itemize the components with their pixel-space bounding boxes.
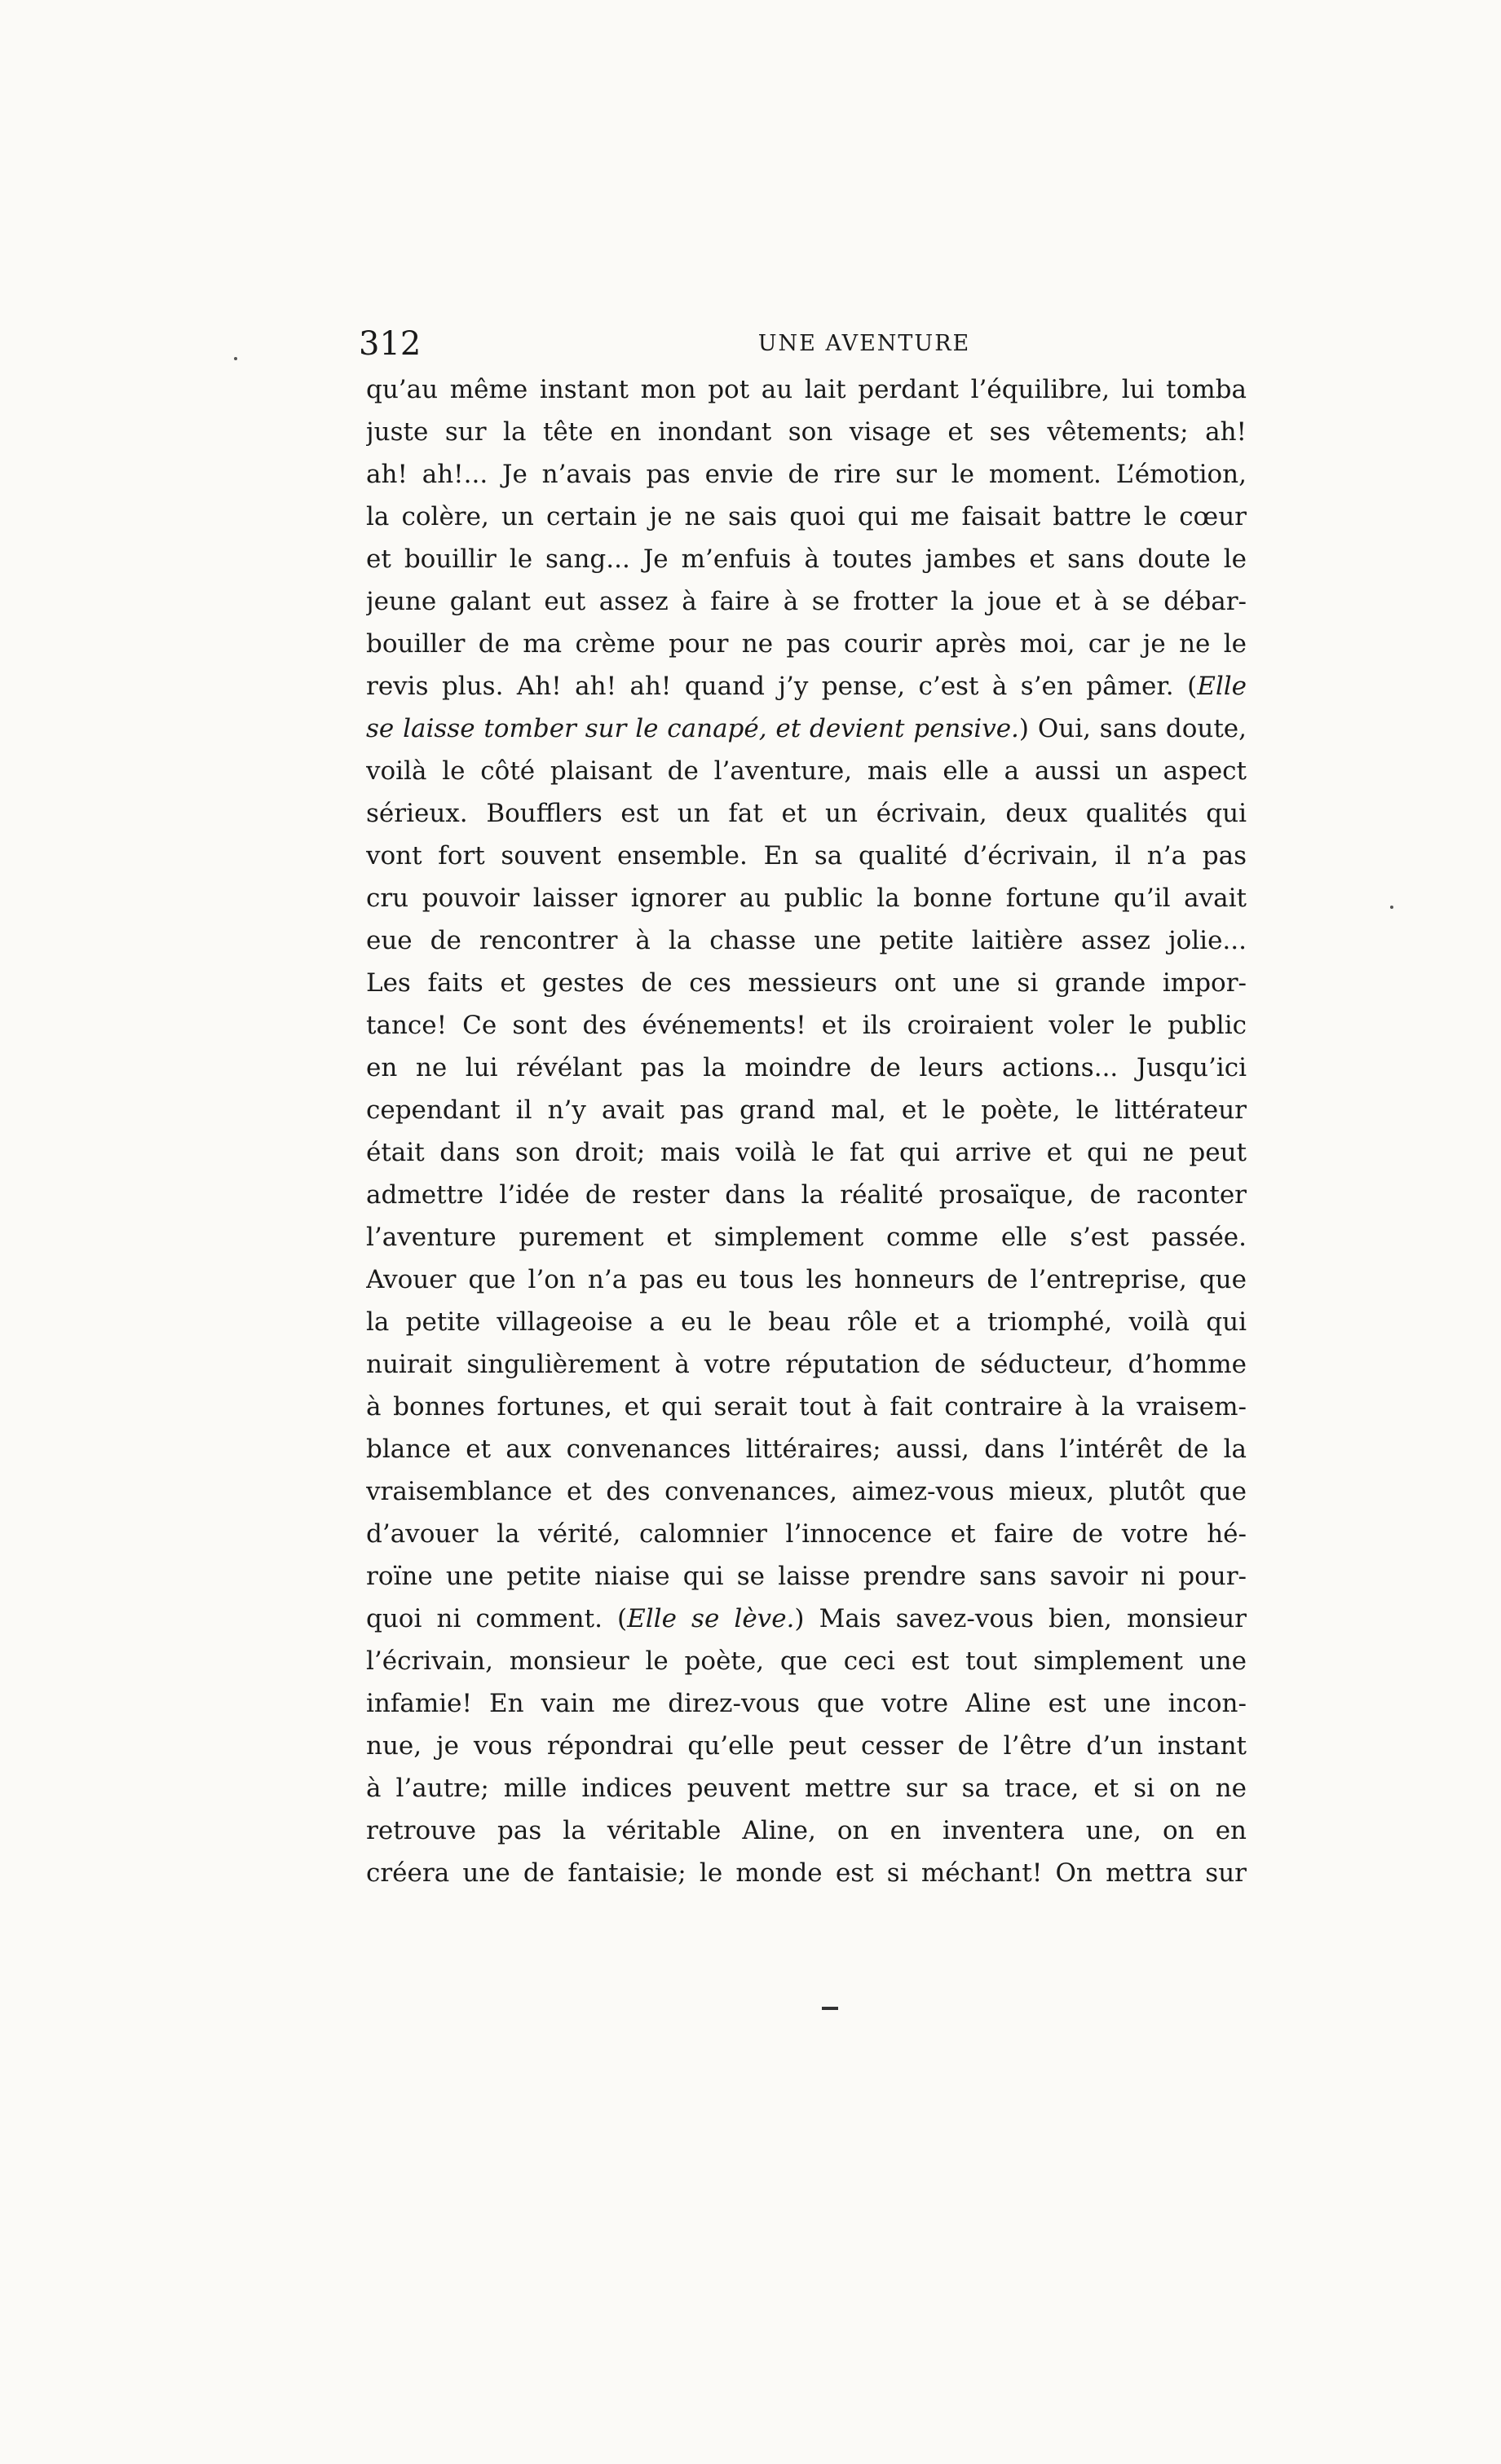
paper-speck <box>234 357 237 360</box>
printer-mark <box>822 2007 838 2010</box>
text-segment: ) Mais savez-vous bien, monsieur <box>794 1604 1247 1633</box>
text-line <box>366 707 1247 750</box>
page-number: 312 <box>359 325 422 363</box>
text-segment: la petite villageoise a eu le beau rôle et a triomphé, voilà qui <box>366 1307 1247 1337</box>
text-segment: cependant il n’y avait pas grand mal, et le poète, le littérateur <box>366 1095 1247 1125</box>
text-line <box>366 877 1247 919</box>
text-segment: infamie! En vain me direz-vous que votre Aline est une incon- <box>366 1689 1247 1718</box>
text-line <box>366 1174 1247 1216</box>
text-line <box>366 411 1247 453</box>
text-segment: juste sur la tête en inondant son visage et ses vêtements; ah! <box>366 417 1247 447</box>
text-segment: tance! Ce sont des événements! et ils croiraient voler le public <box>366 1011 1247 1040</box>
text-segment: l’écrivain, monsieur le poète, que ceci est tout simplement une <box>366 1646 1247 1676</box>
text-segment: roïne une petite niaise qui se laisse prendre sans savoir ni pour- <box>366 1562 1247 1591</box>
text-line <box>366 1809 1247 1852</box>
text-segment: jeune galant eut assez à faire à se frotter la joue et à se débar- <box>366 587 1247 616</box>
text-segment: bouiller de ma crème pour ne pas courir après moi, car je ne le <box>366 629 1247 659</box>
text-segment: blance et aux convenances littéraires; aussi, dans l’intérêt de la <box>366 1435 1247 1464</box>
text-segment: ) Oui, sans doute, <box>1018 714 1247 743</box>
text-line <box>366 1767 1247 1809</box>
text-segment: était dans son droit; mais voilà le fat qui arrive et qui ne peut <box>366 1138 1247 1167</box>
text-line <box>366 835 1247 877</box>
text-segment: eue de rencontrer à la chasse une petite laitière assez jolie... <box>366 926 1247 955</box>
text-line <box>366 1428 1247 1470</box>
text-segment: quoi ni comment. ( <box>366 1604 628 1633</box>
running-head <box>359 320 1256 368</box>
text-segment: admettre l’idée de rester dans la réalité prosaïque, de raconter <box>366 1180 1247 1210</box>
text-line <box>366 1047 1247 1089</box>
text-segment: cru pouvoir laisser ignorer au public la bonne fortune qu’il avait <box>366 884 1247 913</box>
text-segment: et bouillir le sang... Je m’enfuis à toutes jambes et sans doute le <box>366 544 1247 574</box>
text-segment: sérieux. Boufflers est un fat et un écrivain, deux qualités qui <box>366 799 1247 828</box>
text-line <box>366 538 1247 580</box>
text-line <box>366 1852 1247 1894</box>
text-segment: vont fort souvent ensemble. En sa qualité d’écrivain, il n’a pas <box>366 841 1247 871</box>
text-segment: créera une de fantaisie; le monde est si méchant! On mettra sur <box>366 1858 1247 1888</box>
text-segment: retrouve pas la véritable Aline, on en inventera une, on en <box>366 1816 1247 1845</box>
text-segment: qu’au même instant mon pot au lait perdant l’équilibre, lui tomba <box>366 375 1247 404</box>
text-line <box>366 1216 1247 1258</box>
running-title: UNE AVENTURE <box>757 331 971 356</box>
text-segment: revis plus. Ah! ah! ah! quand j’y pense, c’est à s’en pâmer. ( <box>366 672 1198 701</box>
text-segment: la colère, un certain je ne sais quoi qui me faisait battre le cœur <box>366 502 1247 531</box>
text-line <box>366 1258 1247 1301</box>
text-line <box>366 919 1247 962</box>
text-line <box>366 962 1247 1004</box>
text-line <box>366 580 1247 623</box>
text-line <box>366 1004 1247 1047</box>
text-segment: l’aventure purement et simplement comme elle s’est passée. <box>366 1223 1247 1252</box>
text-segment: ah! ah!... Je n’avais pas envie de rire sur le moment. L’émotion, <box>366 460 1247 489</box>
text-line <box>366 1598 1247 1640</box>
text-line <box>366 1682 1247 1725</box>
text-segment: à l’autre; mille indices peuvent mettre sur sa trace, et si on ne <box>366 1774 1247 1803</box>
text-line <box>366 1725 1247 1767</box>
text-line <box>366 1301 1247 1343</box>
text-line <box>366 1343 1247 1386</box>
text-line <box>366 792 1247 835</box>
text-line <box>366 496 1247 538</box>
text-segment: voilà le côté plaisant de l’aventure, mais elle a aussi un aspect <box>366 756 1247 786</box>
italic-stage-direction: Elle se lève. <box>627 1604 795 1633</box>
text-segment: d’avouer la vérité, calomnier l’innocence et faire de votre hé- <box>366 1519 1247 1549</box>
text-line <box>366 1555 1247 1598</box>
text-segment: à bonnes fortunes, et qui serait tout à fait contraire à la vraisem- <box>366 1392 1247 1422</box>
text-line <box>366 750 1247 792</box>
text-segment: en ne lui révélant pas la moindre de leurs actions... Jusqu’ici <box>366 1053 1247 1082</box>
text-line <box>366 1131 1247 1174</box>
paper-speck <box>1390 906 1393 909</box>
text-line <box>366 1470 1247 1513</box>
text-segment: vraisemblance et des convenances, aimez-vous mieux, plutôt que <box>366 1477 1247 1506</box>
text-line <box>366 368 1247 411</box>
text-segment: nuirait singulièrement à votre réputation de séducteur, d’homme <box>366 1350 1247 1379</box>
text-line <box>366 623 1247 665</box>
text-line <box>366 1640 1247 1682</box>
italic-stage-direction: se laisse tomber sur le canapé, et devient pensive. <box>366 714 1019 743</box>
italic-stage-direction: Elle <box>1197 672 1247 701</box>
text-segment: Avouer que l’on n’a pas eu tous les honneurs de l’entreprise, que <box>366 1265 1247 1294</box>
text-line <box>366 1089 1247 1131</box>
text-line <box>366 1513 1247 1555</box>
text-line <box>366 1386 1247 1428</box>
text-line <box>366 665 1247 707</box>
text-segment: Les faits et gestes de ces messieurs ont une si grande impor- <box>366 968 1247 998</box>
text-segment: nue, je vous répondrai qu’elle peut cesser de l’être d’un instant <box>366 1731 1247 1761</box>
text-line <box>366 453 1247 496</box>
body-text <box>366 368 1247 1894</box>
